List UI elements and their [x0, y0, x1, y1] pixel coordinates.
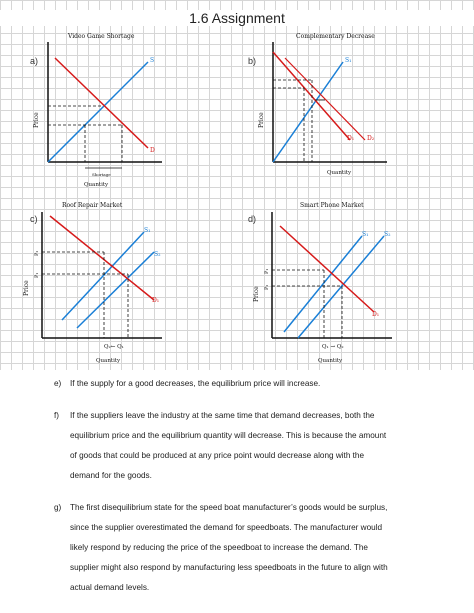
panel-b-supply-curve [273, 62, 343, 162]
answer-g [54, 498, 454, 598]
panel-c-demand-label: D₁ [152, 297, 160, 304]
answer-f-letter: f) [54, 411, 60, 420]
panel-a-letter: a) [30, 56, 39, 66]
panel-c-letter: c) [30, 214, 38, 224]
answer-g-letter: g) [54, 503, 62, 512]
panel-d-p-label-1: P₁ [264, 268, 270, 274]
page-title [0, 10, 474, 26]
panel-c-demand [50, 216, 154, 300]
panel-a-ylabel: Price [33, 112, 40, 128]
panel-a-shortage-label: Shortage [92, 172, 111, 177]
panel-c-p-label-2: P₁ [34, 272, 40, 278]
panel-a-graph [33, 40, 170, 190]
answer-e [54, 374, 454, 394]
panel-a-demand-curve [55, 58, 148, 148]
answer-f-line-1: If the suppliers leave the industry at the same time that demand decreases, both the [70, 411, 375, 420]
panel-b-demand2-label: D₂ [367, 135, 375, 142]
panel-c-supply-1 [62, 232, 144, 320]
panel-d-demand-label: D₁ [372, 311, 380, 318]
panel-d-p-label-2: P₂ [264, 284, 270, 290]
panel-b-supply-label: S₁ [345, 57, 352, 64]
answers-section [0, 370, 474, 613]
panel-b-demand1-label: D₁ [347, 135, 355, 142]
answer-g-line-2: since the supplier overestimated the demand for speedboats. The manufacturer would [70, 523, 383, 532]
panel-c-p-label-1: P₂ [34, 250, 40, 256]
panel-d-supply1-label: S₁ [362, 231, 369, 238]
panel-d-graph [253, 210, 402, 370]
panel-a-supply-curve [48, 62, 148, 162]
answer-e-text: If the supply for a good decreases, the equilibrium price will increase. [70, 379, 321, 388]
answer-f-line-4: demand for the goods. [70, 471, 152, 480]
panel-d-supply2-label: S₂ [384, 231, 391, 238]
panel-a-supply-label: S [150, 57, 155, 64]
answer-g-line-5: actual demand levels. [70, 583, 150, 592]
panel-d-supply-1 [284, 236, 362, 332]
answer-f [54, 406, 454, 486]
panel-d-q-label: Q₁ → Q₂ [322, 344, 344, 350]
panel-b-letter: b) [248, 56, 257, 66]
panel-b-ylabel: Price [258, 112, 265, 128]
panel-a-heading: Video Game Shortage [68, 33, 135, 40]
panel-a-xlabel: Quantity [84, 182, 109, 188]
panel-c-xlabel: Quantity [96, 358, 121, 364]
answer-f-line-3: of goods that could be produced at any price point would decrease along with the [70, 451, 365, 460]
panel-b-heading: Complementary Decrease [296, 33, 375, 40]
panel-c-graph [23, 210, 172, 370]
answer-g-line-4: supplier might also respond by manufacturing less speedboats in the future to align with [70, 563, 388, 572]
panel-c-supply2-label: S₂ [154, 251, 161, 258]
panel-c-supply1-label: S₁ [144, 227, 151, 234]
answer-g-line-3: likely respond by reducing the price of the speedboat to increase the demand. The [70, 543, 368, 552]
panel-d-ylabel: Price [253, 286, 260, 302]
panel-c-ylabel: Price [23, 280, 30, 296]
answer-g-line-1: The first disequilibrium state for the speed boat manufacturer’s goods would be surplus, [70, 503, 388, 512]
panel-c-heading: Roof Repair Market [62, 202, 123, 209]
panel-d-xlabel: Quantity [318, 358, 343, 364]
page-title-text: 1.6 Assignment [183, 10, 291, 26]
answer-e-letter: e) [54, 379, 62, 388]
panel-b-graph [258, 40, 395, 190]
panel-b-xlabel: Quantity [327, 170, 352, 176]
answer-f-line-2: equilibrium price and the equilibrium quantity will decrease. This is because the amount [70, 431, 387, 440]
panel-b-demand-1 [273, 52, 350, 140]
panel-d-supply-2 [298, 236, 384, 338]
panel-a-demand-label: D [150, 147, 155, 154]
panel-d-letter: d) [248, 214, 257, 224]
panel-c-q-label: Q₂← Q₁ [104, 344, 124, 350]
panel-d-heading: Smart Phone Market [300, 202, 364, 209]
